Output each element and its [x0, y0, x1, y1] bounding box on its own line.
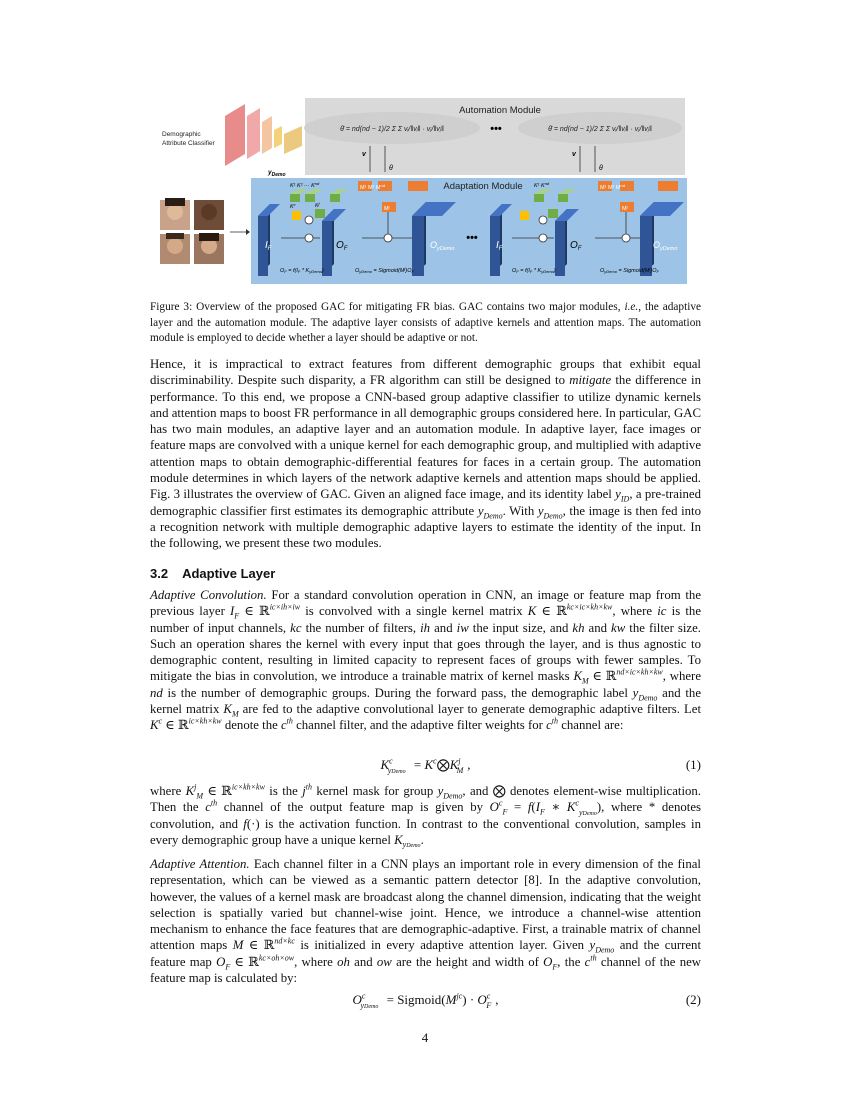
of-formula-right: OF = f(IF * KyDemo) — [512, 268, 556, 274]
y-demo-label: $y_{Demo}$ — [268, 169, 286, 178]
of-label-right: $O_F$ — [570, 240, 582, 252]
face-images — [160, 198, 224, 264]
adaptive-attention-paragraph: Adaptive Attention. Each channel filter in a CNN plays an important role in every dimension of the final representation, which can be viewed as a semantic pattern detector [8]. In the adaptive convolution, however, the values of a kernel mask are broadcast along the channel dimension, indicating that the weight selection is spatially varied but channel-wise joint. Hence, we introduce a channel-wise attention mechanism to enhance the face features that are demographic-adaptive. First, a trainable matrix of channel attention maps M ∈ ℝ$^{nd\times kc}$ is initialized in every adaptive attention layer. Given $y_{Demo}$ and the current feature map $O_F$ ∈ ℝ$^{kc\times oh\times ow}$, where oh and ow are the height and width of $O_F$, the $c^{th}$ channel of the new feature map is calculated by: — [150, 857, 702, 986]
intro-paragraph: Hence, it is impractical to extract features from different demographic groups that exhibit equal discriminability. Despite such disparity, a FR algorithm can still be designed to mitigate the difference in performance. To this end, we propose a CNN-based group adaptive classifier to utilize dynamic kernels and attention maps to boost FR performance in all demographic groups considered here. In particular, GAC has two main modules, an adaptive layer and an automation module. In adaptive layer, face images or feature maps are convolved with a unique kernel for each demographic group, and multiplied with adaptive attention maps to obtain demographic-differential features for faces in a certain group. The automation module determines in which layers of the network adaptive kernels and attention maps should be applied. Fig. 3 illustrates the overview of GAC. Given an aligned face image, and its identity label $y_{ID}$, a pre-trained demographic classifier first estimates its demographic attribute $y_{Demo}$. With $y_{Demo}$, the image is then fed into a recognition network with multiple demographic adaptive layers to estimate the identity of the input. In the following, we present these two modules. — [150, 357, 701, 551]
section-heading: 3.2 Adaptive Layer — [150, 566, 276, 581]
adaptation-module-title: Adaptation Module — [443, 181, 523, 192]
v-label-right: v — [572, 151, 576, 158]
theta-formula-right: θ̄ = nd(nd − 1)/2 Σ Σ vᵢ/‖vᵢ‖ · vⱼ/‖vⱼ‖ — [548, 126, 652, 133]
theta-formula-left: θ̄ = nd(nd − 1)/2 Σ Σ vᵢ/‖vᵢ‖ · vⱼ/‖vⱼ‖ — [340, 126, 444, 133]
demographic-classifier-layers — [225, 104, 302, 166]
automation-ellipsis: ••• — [490, 123, 502, 135]
oy-formula-right: OyDemo = $Sigmoid(M^j)OF$ — [600, 266, 659, 274]
of-formula-left: OF = f(IF * KyDemo) — [280, 268, 324, 274]
mask-labels-left: M¹ M² Mnd — [360, 183, 385, 191]
equation-2: $O^c_{yDemo}$ = $Sigmoid(M^{jc}) \cdot O^c_F$ , (2) — [352, 991, 701, 1010]
kernel-mask-labels-left: K¹ K² ··· $K^{nd}$ — [290, 181, 320, 189]
of-label-left: $O_F$ — [336, 240, 348, 252]
kc-label-left: $K^c$ — [290, 202, 296, 210]
mj-label-left: $M^j$ — [384, 204, 390, 212]
classifier-label-line2: Attribute Classifier — [162, 140, 215, 147]
kernel-mask-paragraph: where $K^j_M$ ∈ ℝ$^{ic\times kh\times kw}$ is the $j^{th}$ kernel mask for group $y_{Demo}$, and ⨂ denotes element-wise multiplication. Then the $c^{th}$ channel of the output feature map is given by $O^c_F = f(I_F$ ∗ $K^c_{yDemo}$), where * denotes convolution, and f(·) is the activation function. In contrast to the conventional convolution, samples in every demographic group have a unique kernel $K_{yDemo}$. — [150, 782, 701, 850]
kj-label-left: $K^j$ — [315, 201, 320, 209]
gac-overview-figure — [150, 96, 700, 286]
theta-label-right: θ — [599, 165, 603, 172]
automation-module-title: Automation Module — [459, 105, 541, 116]
oy-label-right: $O_{yDemo}$ — [653, 240, 678, 252]
kernel-mask-labels-right: K¹ $K^{nd}$ — [534, 181, 550, 189]
mask-labels-right: M¹ M² Mnd — [600, 183, 625, 191]
v-label-left: v — [362, 151, 366, 158]
if-label-right: $I_F$ — [496, 240, 503, 252]
mj-label-right: $M^j$ — [622, 204, 628, 212]
oy-formula-left: OyDemo = $Sigmoid(M^j)OF$ — [355, 266, 414, 274]
adaptation-ellipsis: ••• — [466, 232, 478, 244]
oy-label-left: $O_{yDemo}$ — [430, 240, 455, 252]
equation-1: $K^c_{yDemo}$ = $K^c⨂K^j_M$ , (1) — [380, 756, 701, 775]
classifier-label-line1: Demographic — [162, 131, 201, 138]
if-label-left: $I_F$ — [265, 240, 272, 252]
figure-caption: Figure 3: Overview of the proposed GAC for mitigating FR bias. GAC contains two major modules, i.e., the adaptive layer and the automation module. The adaptive layer consists of adaptive kernels and attention maps. The automation module is employed to decide whether a layer should be adaptive or not. — [150, 301, 702, 344]
page-number: 4 — [421, 1030, 429, 1045]
adaptive-convolution-paragraph: Adaptive Convolution. For a standard convolution operation in CNN, an image or feature map from the previous layer $I_F$ ∈ ℝ$^{ic\times ih\times iw}$ is convolved with a single kernel matrix K ∈ ℝ$^{kc\times ic\times kh\times kw}$, where ic is the number of input channels, kc the number of filters, ih and iw the input size, and kh and kw the filter size. Such an operation shares the kernel with every input that goes through the layer, and is thus agnostic to demographic content, resulting in limited capacity to represent faces of groups with fewer samples. To mitigate the bias in convolution, we introduce a trainable matrix of kernel masks $K_M$ ∈ ℝ$^{nd\times ic\times kh\times kw}$, where nd is the number of demographic groups. During the forward pass, the demographic label $y_{Demo}$ and the kernel matrix $K_M$ are fed to the adaptive convolutional layer to generate demographic adaptive filters. Let $K^c$ ∈ ℝ$^{ic\times kh\times kw}$ denote the $c^{th}$ channel filter, and the adaptive filter weights for $c^{th}$ channel are: — [150, 588, 702, 733]
theta-label-left: θ — [389, 165, 393, 172]
